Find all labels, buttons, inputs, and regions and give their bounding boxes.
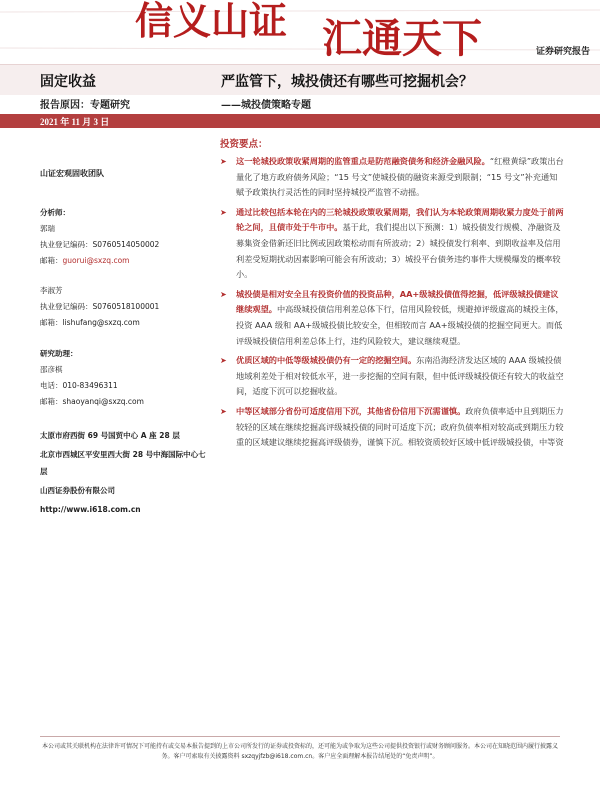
key-point-item bbox=[220, 404, 565, 451]
company-website[interactable]: http://www.i618.com.cn bbox=[40, 505, 141, 514]
slogan-calligraphy bbox=[0, 0, 600, 64]
footer-divider bbox=[40, 736, 560, 737]
header-banner bbox=[0, 0, 600, 64]
report-title: 严监管下，城投债还有哪些可挖掘机会？ bbox=[221, 74, 473, 90]
report-type: 证券研究报告 bbox=[535, 47, 590, 57]
key-point-highlight: 这一轮城投政策收紧周期的监管重点是防范融资债务和经济金融风险。 bbox=[236, 156, 490, 166]
address-taiyuan: 太原市府西街 69 号国贸中心 A 座 28 层 bbox=[40, 431, 180, 440]
arrow-bullet-icon: ➤ bbox=[220, 207, 227, 217]
key-point-highlight: 城投债是相对安全且有投资价值的投资品种，AA+级城投债值得挖掘，低评级城投债建议继续观望。 bbox=[236, 288, 559, 315]
analyst-email[interactable]: lishufang@sxzq.com bbox=[62, 318, 140, 327]
key-point-item bbox=[220, 154, 565, 201]
report-meta-row bbox=[0, 94, 600, 112]
date-bar bbox=[0, 114, 600, 128]
email-label: 邮箱： bbox=[40, 318, 63, 327]
disclaimer: 本公司或其关联机构在法律许可情况下可能持有或交易本报告提到的上市公司所发行的证券或投资标的，还可能为或争取为这些公司提供投资银行或财务顾问服务。本公司在知晓范围内履行披露义务。客户可索取有关披露资料 sxzqyjfzb@i618.com.cn。客户应全面理解本报告结尾处的“免责声明”。 bbox=[41, 743, 558, 760]
arrow-bullet-icon: ➤ bbox=[220, 356, 227, 366]
key-points-title: 投资要点： bbox=[220, 139, 268, 150]
key-point-highlight: 中等区域部分省份可适度信用下沉，其他省份信用下沉需谨慎。 bbox=[236, 405, 466, 416]
analyst-label: 分析师： bbox=[40, 208, 70, 217]
company-name: 山西证券股份有限公司 bbox=[40, 486, 115, 495]
assistant-email-row bbox=[40, 397, 210, 407]
analyst-email-row bbox=[40, 318, 210, 328]
arrow-bullet-icon: ➤ bbox=[220, 406, 227, 416]
key-point-item bbox=[220, 353, 565, 400]
analyst-cert: 执业登记编码：S0760518100001 bbox=[40, 302, 160, 311]
analyst-name: 李淑芳 bbox=[40, 286, 63, 295]
research-team: 山证宏观固收团队 bbox=[40, 169, 104, 178]
assistant-name: 邵彦棋 bbox=[40, 365, 63, 374]
sidebar bbox=[40, 168, 210, 520]
key-point-body: 中高级城投债信用利差总体下行，信用风险较低，规避掉评级虚高的城投主体，投资 AAA 级和 AA+级城投债比较安全，但相较而言 AA+级城投债的挖掘空间更大。而低评级城投债信用利差总体上行，违约风险较大，建议继续观望。 bbox=[236, 304, 564, 346]
slogan-part-1: 信义山证 bbox=[135, 0, 288, 43]
analyst-name: 郭瑞 bbox=[40, 224, 55, 233]
key-point-body: 东南沿海经济发达区域的 AAA 级城投债地域利差处于相对较低水平，进一步挖掘的空间有限，但中低评级城投债还有较大的收益空间，适度下沉可以挖掘收益。 bbox=[236, 355, 564, 397]
analyst-email-link[interactable]: guorui@sxzq.com bbox=[62, 256, 130, 265]
key-point-highlight: 通过比较包括本轮在内的三轮城投政策收紧周期，我们认为本轮政策周期收紧力度处于前两轮之间，且债市处于牛市中。 bbox=[236, 206, 564, 233]
key-point-item bbox=[220, 287, 565, 349]
key-point-body: 基于此，我们提出以下预测：1）城投债发行规模、净融资及募集资金借新还旧比例或因政策松动而有所波动；2）城投债发行利率、到期收益率及信用利差受短期扰动因素影响可能会有所波动；3）城投平台债务违约事件大规模爆发的概率较小。 bbox=[236, 222, 561, 280]
arrow-bullet-icon: ➤ bbox=[220, 289, 227, 299]
report-category: 固定收益 bbox=[40, 74, 96, 90]
assistant-phone: 电话：010-83496311 bbox=[40, 381, 118, 390]
key-point-body: 政府负债率适中且到期压力较轻的区域在继续挖掘高评级城投债的同时可适度下沉；政府负债率相对较高或到期压力较重的区域建议继续挖掘高评级债券，谨慎下沉。相较资质较好区域中低评级城投债，中等资 bbox=[236, 405, 564, 448]
email-label: 邮箱： bbox=[40, 256, 63, 265]
key-point-highlight: 优质区域的中低等级城投债仍有一定的挖掘空间。 bbox=[236, 355, 417, 366]
slogan-part-2: 汇通天下 bbox=[322, 15, 482, 62]
address-beijing: 北京市西城区平安里西大街 28 号中海国际中心七层 bbox=[40, 450, 206, 476]
title-bar bbox=[0, 64, 600, 95]
report-subtitle: ——城投债策略专题 bbox=[221, 100, 311, 111]
key-points bbox=[220, 136, 565, 455]
assistant-email[interactable]: shaoyanqi@sxzq.com bbox=[62, 397, 144, 406]
email-label: 邮箱： bbox=[40, 397, 63, 406]
analyst-cert: 执业登记编码：S0760514050002 bbox=[40, 240, 160, 249]
assistant-label: 研究助理： bbox=[40, 349, 78, 358]
arrow-bullet-icon: ➤ bbox=[220, 157, 227, 166]
report-reason: 报告原因：专题研究 bbox=[40, 100, 130, 111]
key-point-body: “红橙黄绿”政策出台量化了地方政府债务风险；“15 号文”使城投债的融资来源受到限制；“15 号文”补充通知赋予政策执行灵活性的同时坚持城投严监管不动摇。 bbox=[236, 156, 564, 198]
report-date: 2021 年 11 月 3 日 bbox=[40, 117, 110, 127]
key-point-item bbox=[220, 205, 565, 283]
analyst-email-row bbox=[40, 256, 210, 266]
